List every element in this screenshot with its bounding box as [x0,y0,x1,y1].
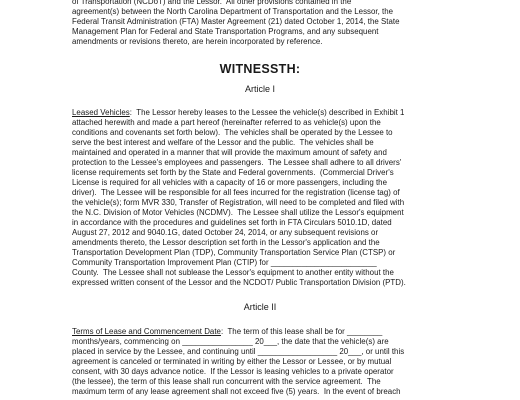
article-1-line: expressed written consent of the Lessor and the NCDOT/ Public Transportation Division (PTD). [72,278,406,287]
article-1-line: Community Transportation Improvement Plan (CTIP) for ________________________ [72,258,377,267]
article-1-line: License is required for all vehicles with a capacity of 16 or more passengers, including the [72,178,387,187]
intro-line: agreement(s) between the North Carolina Department of Transportation and the Lessor, the [72,7,394,16]
article-1-line: Transportation Development Plan (TDP), Community Transportation Service Plan (CTSP) or [72,248,396,257]
article-1-first-line-text: : The Lessor hereby leases to the Lessee the vehicle(s) described in Exhibit 1 [129,108,405,117]
article-1-line: driver). The Lessee will be responsible for all fees incurred for the registration (license tag) of [72,188,400,197]
article-1-line: amendments thereto, the Lessor description set forth in the Lessor's application and the [72,238,380,247]
article-1-line: August 27, 2012 and 9040.1G, dated October 24, 2014, or any subsequent revisions or [72,228,379,237]
article-1-line: County. The Lessee shall not sublease the Lessor's equipment to another entity without the [72,268,394,277]
article-1-line: the N.C. Division of Motor Vehicles (NCDMV). The Lessee shall utilize the Lessor's equipment [72,208,404,217]
article-1-line: license requirements set forth by the State and Federal governments. (Commercial Driver's [72,168,394,177]
intro-line: Management Plan for Federal and State Transportation Programs, and any subsequent [72,27,379,36]
article-2-first-line-text: : The term of this lease shall be for ________ [220,327,383,336]
article-1-first-line [72,108,404,118]
article-1-line: serve the best interest and welfare of the Lessor and the public. The vehicles shall be [72,138,374,147]
intro-line: Federal Transit Administration (FTA) Master Agreement (21) dated October 1, 2014, the State [72,17,400,26]
article-1-line: protection to the Lessee's employees and passengers. The Lessee shall adhere to all drivers' [72,158,402,167]
article-1-line: the vehicle(s); form MVR 330, Transfer of Registration, will need to be completed and filed with [72,198,405,207]
article-2-line: maximum term of any lease agreement shall not exceed five (5) years. In the event of breach [72,387,401,396]
article-2-line: placed in service by the Lessee, and continuing until __________________ 20___, or until this [72,347,405,356]
terms-of-lease-term: Terms of Lease and Commencement Date [72,327,221,336]
article-1-line: in accordance with the procedures and guidelines set forth in FTA Circulars 5010.1D, dated [72,218,392,227]
article-2-line: months/years, commencing on ________________ 20___, the date that the vehicle(s) are [72,337,389,346]
witnesseth-heading: WITNESSTH: [219,62,301,76]
article-1-line: attached herewith and made a part hereof (hereinafter referred to as vehicle(s) upon the [72,118,381,127]
article-2-line: consent, with 30 days advance notice. If the Lessor is leasing vehicles to a private operator [72,367,394,376]
article-1-title: Article I [244,84,275,94]
intro-line: of Transportation (NCDoT) and the Lessor. All other provisions contained in the [72,0,352,6]
article-2-title: Article II [243,302,277,312]
leased-vehicles-term: Leased Vehicles [72,108,130,117]
article-2-first-line [72,327,382,337]
article-1-line: conditions and covenants set forth below). The vehicles shall be operated by the Lessee to [72,128,393,137]
article-2-line: (the lessee), the term of this lease shall run concurrent with the service agreement. The [72,377,381,386]
article-2-line: agreement is canceled or terminated in writing by either the Lessor or Lessee, or by mutual [72,357,392,366]
article-1-line: maintained and operated in a manner that will provide the maximum amount of safety and [72,148,387,157]
intro-line: amendments or revisions thereto, are herein incorporated by reference. [72,37,323,46]
